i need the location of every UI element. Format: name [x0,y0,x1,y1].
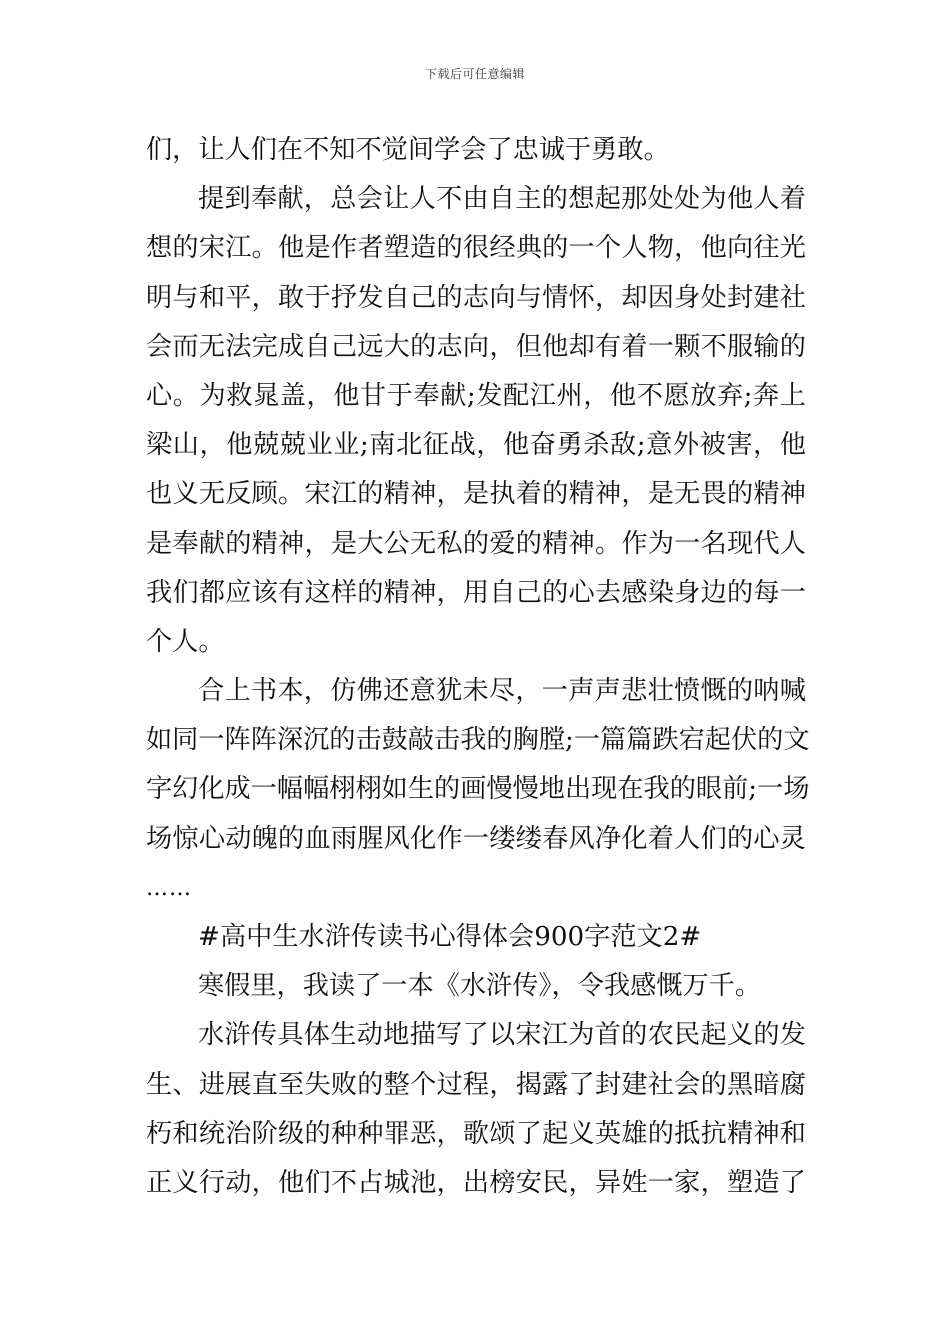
text-line: 生、进展直至失败的整个过程，揭露了封建社会的黑暗腐 [146,1069,806,1100]
text-line: 想的宋江。他是作者塑造的很经典的一个人物，他向往光 [146,233,806,264]
text-line: 场惊心动魄的血雨腥风化作一缕缕春风净化着人们的心灵 [146,823,806,854]
text-line: 寒假里，我读了一本《水浒传》，令我感慨万千。 [198,971,762,1002]
text-line: 会而无法完成自己远大的志向，但他却有着一颗不服输的 [146,331,806,362]
text-line: 个人。 [146,626,225,657]
text-line: 也义无反顾。宋江的精神，是执着的精神，是无畏的精神 [146,479,806,510]
text-line: 正义行动，他们不占城池，出榜安民，异姓一家，塑造了 [146,1167,806,1198]
text-line: 朽和统治阶级的种种罪恶，歌颂了起义英雄的抵抗精神和 [146,1118,806,1149]
text-line: 字幻化成一幅幅栩栩如生的画慢慢地出现在我的眼前;一场 [146,774,810,805]
text-line: …… [146,875,192,901]
text-line: 梁山，他兢兢业业;南北征战，他奋勇杀敌;意外被害，他 [146,430,806,461]
page-header-note: 下载后可任意编辑 [424,67,525,81]
text-line: 水浒传具体生动地描写了以宋江为首的农民起义的发 [198,1020,806,1051]
text-line: 们，让人们在不知不觉间学会了忠诚于勇敢。 [146,135,670,165]
document-body [146,126,810,1208]
text-line: 是奉献的精神，是大公无私的爱的精神。作为一名现代人 [146,528,806,559]
text-line: 提到奉献，总会让人不由自主的想起那处处为他人着 [198,184,806,215]
text-line: 我们都应该有这样的精神，用自己的心去感染身边的每一 [146,577,806,608]
text-line: 心。为救晁盖，他甘于奉献;发配江州，他不愿放弃;奔上 [146,380,806,411]
text-line: #高中生水浒传读书心得体会900字范文2# [198,922,702,952]
text-line: 合上书本，仿佛还意犹未尽，一声声悲壮愤慨的呐喊 [198,676,806,707]
text-line: 如同一阵阵深沉的击鼓敲击我的胸膛;一篇篇跌宕起伏的文 [146,725,810,756]
text-line: 明与和平，敢于抒发自己的志向与情怀，却因身处封建社 [146,282,806,313]
